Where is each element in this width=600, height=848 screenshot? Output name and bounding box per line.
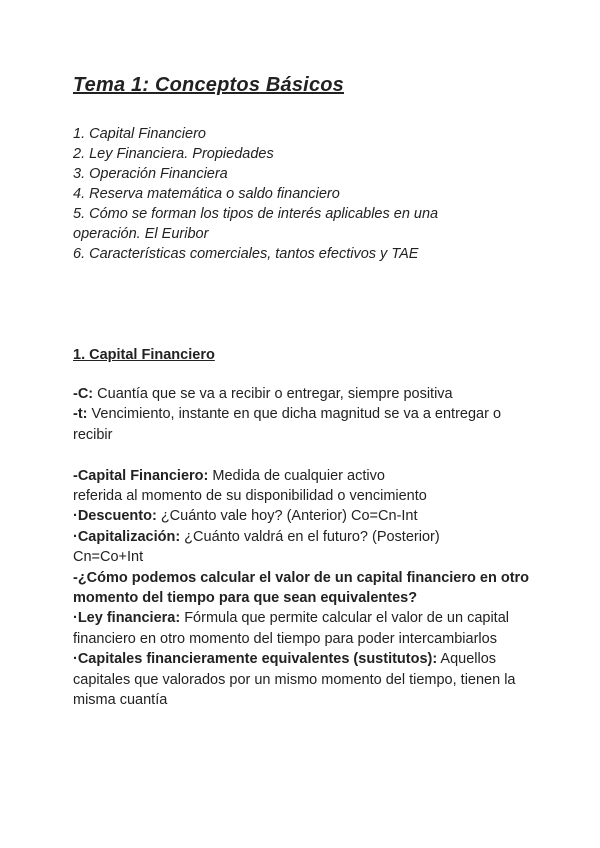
question: -¿Cómo podemos calcular el valor de un capital financiero en otro momento del tiempo para que sean equivalentes? <box>73 569 530 607</box>
page-title: Tema 1: Conceptos Básicos <box>73 74 345 96</box>
term: ·Ley financiera: <box>73 610 181 627</box>
definition-text: Medida de cualquier activo <box>208 467 385 484</box>
definition-descuento <box>73 506 538 526</box>
definition-equivalentes <box>73 649 538 710</box>
definition-text: Fórmula que permite calcular el valor de un capital financiero en otro momento del tiempo para poder intercambiarlos <box>73 610 509 647</box>
definition-text: Vencimiento, instante en que dicha magnitud se va a entregar o recibir <box>73 406 502 443</box>
definition-c <box>73 384 538 404</box>
toc-item: 5. Cómo se forman los tipos de interés aplicables en una operación. El Euribor <box>73 206 439 242</box>
toc-item: 4. Reserva matemática o saldo financiero <box>73 186 340 202</box>
section-content <box>73 384 538 710</box>
definition-text: Cuantía que se va a recibir o entregar, siempre positiva <box>93 386 453 402</box>
toc-item: 3. Operación Financiera <box>73 166 228 182</box>
definition-text: ¿Cuánto valdrá en el futuro? (Posterior) <box>180 528 440 545</box>
definition-t <box>73 404 538 445</box>
spacer <box>73 445 538 465</box>
definition-capital-cont: referida al momento de su disponibilidad o vencimiento <box>73 488 427 505</box>
definition-ley <box>73 608 538 649</box>
capitalizacion-formula: Cn=Co+Int <box>73 549 144 566</box>
term: -C: <box>73 386 94 402</box>
toc-item: 1. Capital Financiero <box>73 126 206 142</box>
term: ·Capitalización: <box>73 528 181 545</box>
toc-item: 2. Ley Financiera. Propiedades <box>73 146 274 162</box>
definition-capital <box>73 466 538 486</box>
definition-text: Aquellos capitales que valorados por un mismo momento del tiempo, tienen la misma cuantía <box>73 651 516 709</box>
section-heading: 1. Capital Financiero <box>73 347 215 363</box>
definition-text: ¿Cuánto vale hoy? (Anterior) Co=Cn-Int <box>156 508 418 525</box>
table-of-contents <box>73 124 493 264</box>
term: ·Capitales financieramente equivalentes (sustitutos): <box>73 651 438 668</box>
term: -t: <box>73 406 88 423</box>
toc-item: 6. Características comerciales, tantos efectivos y TAE <box>73 246 419 262</box>
term: ·Descuento: <box>73 508 157 525</box>
definition-capitalizacion <box>73 527 538 547</box>
term: -Capital Financiero: <box>73 467 209 484</box>
